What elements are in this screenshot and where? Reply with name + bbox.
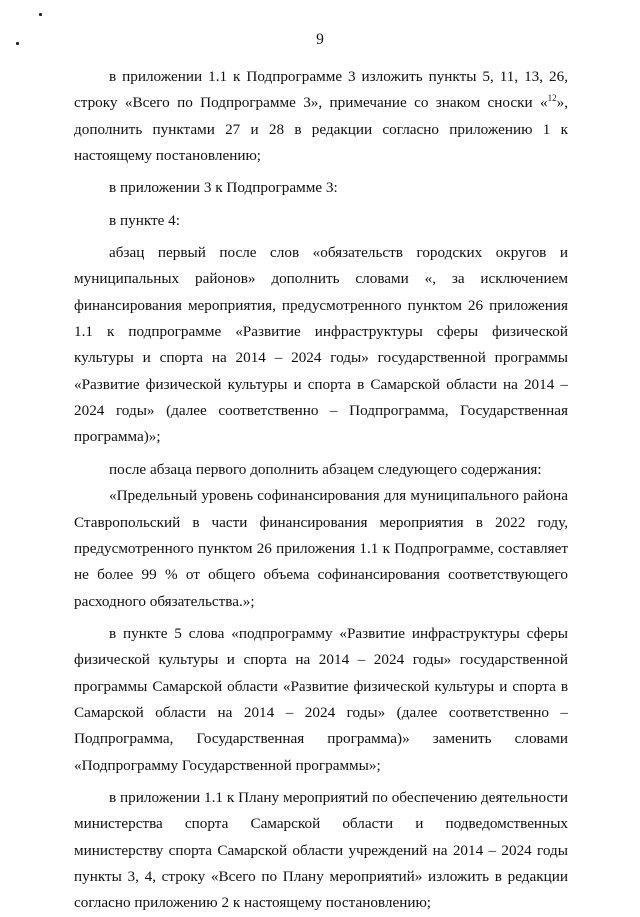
paragraph-first-abzac: абзац первый после слов «обязательств городских округов и муниципальных районов» дополнить словами «, за исключением финансирования мероприятия, предусмотренного пунктом 26 приложения 1.1 к подпрограмме «Развитие инфраструктуры сферы физической культуры и спорта на 2014 – 2024 годы» государственной программы «Развитие физической культуры и спорта в Самарской области на 2014 – 2024 годы» (далее соответственно – Подпрограмма, Государственная программа)»; [74,244,568,446]
page-number: 9 [316,31,324,48]
paragraph-plan-appendix: в приложении 1.1 к Плану мероприятий по обеспечению деятельности министерства спорта Самарской области и подведомственных министерству спорта Самарской области учреждений на 2014 – 2024 годы пункты 3, 4, строку «Всего по Плану мероприятий» изложить в редакции согласно приложению 2 к настоящему постановлению; [74,788,568,912]
paragraph-point-4: в пункте 4: [109,211,180,229]
footnote-superscript: 12 [547,93,557,104]
paragraph-text: в приложении 1.1 к Подпрограмме 3 изложить пункты 5, 11, 13, 26, строку «Всего по Подпрограмме 3», примечание со знаком сноски « [74,68,568,112]
scan-speck [39,13,42,16]
paragraph-appendix-3: в приложении 3 к Подпрограмме 3: [109,179,338,197]
document-body [74,64,568,917]
paragraph-point-5: в пункте 5 слова «подпрограмму «Развитие инфраструктуры сферы физической культуры и спорта на 2014 – 2024 годы» государственной программы Самарской области «Развитие физической культуры и спорта в Самарской области на 2014 – 2024 годы» (далее соответственно – Подпрограмма, Государственная программа)» заменить словами «Подпрограмму Государственной программы»; [74,624,568,774]
paragraph-text: », дополнить пунктами 27 и 28 в редакции согласно приложению 1 к настоящему постановлению; [74,94,568,165]
paragraph-appendix-1-1 [74,64,568,169]
paragraph-quote-limit: «Предельный уровень софинансирования для муниципального района Ставропольский в части финансирования мероприятия в 2022 году, предусмотренного пунктом 26 приложения 1.1 к Подпрограмме, составляет не более 99 % от общего объема софинансирования соответствующего расходного обязательства.»; [74,487,568,610]
paragraph-add-abzac: после абзаца первого дополнить абзацем следующего содержания: [109,460,542,478]
